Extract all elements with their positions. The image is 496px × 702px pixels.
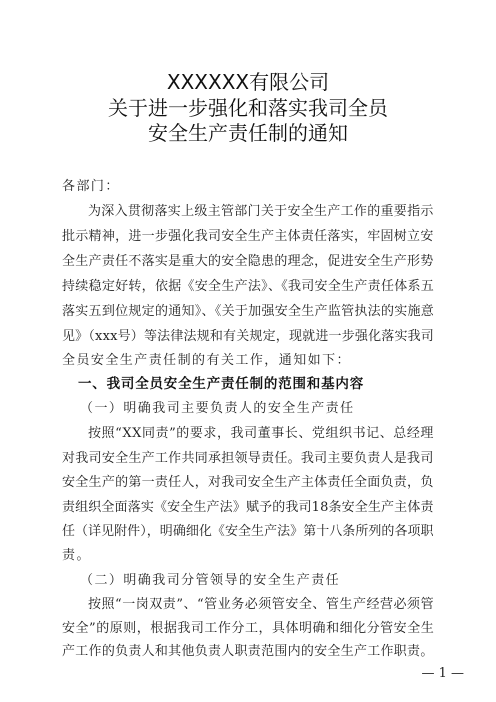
body-line: 按照“一岗双责”、“管业务必须管安全、管生产经营必须管: [88, 597, 435, 612]
subsection-heading: （一）明确我司主要负责人的安全生产责任: [80, 401, 355, 416]
body-line: 安全”的原则，根据我司工作分工，具体明确和细化分管安全生: [62, 621, 435, 636]
body-line: 持续稳定好转，依据《安全生产法》、《我司安全生产责任体系五: [62, 279, 435, 294]
body-line: 产工作的负责人和其他负责人职责范围内的安全生产工作职责。: [62, 644, 434, 659]
body-line: 批示精神，进一步强化我司安全生产主体责任落实，牢固树立安: [62, 229, 434, 244]
document-title-line-2: 关于进一步强化和落实我司全员: [108, 96, 388, 120]
body-line: 为深入贯彻落实上级主管部门关于安全生产工作的重要指示: [88, 204, 434, 219]
body-line: 按照“XX同责”的要求，我司董事长、党组织书记、总经理: [88, 426, 434, 441]
section-heading: 一、我司全员安全生产责任制的范围和基内容: [78, 376, 364, 392]
body-line: 责组织全面落实《安全生产法》赋予的我司18条安全生产主体责: [62, 500, 434, 515]
body-line: 任（详见附件），明确细化《安全生产法》第十八条所列的各项职: [62, 524, 434, 539]
body-line: 对我司安全生产工作共同承担领导责任。我司主要负责人是我司: [62, 451, 434, 466]
body-line: 全员安全生产责任制的有关工作，通知如下：: [62, 353, 352, 368]
subsection-heading: （二）明确我司分管领导的安全生产责任: [80, 573, 341, 588]
page-number: — 1 —: [421, 666, 464, 681]
body-line: 责。: [62, 548, 91, 563]
body-line: 落实五到位规定的通知》、《关于加强安全生产监管执法的实施意: [62, 304, 435, 319]
body-line: 全生产责任不落实是重大的安全隐患的理念，促进安全生产形势: [62, 254, 434, 269]
document-title-line-3: 安全生产责任制的通知: [148, 121, 348, 145]
document-title-company: XXXXXX有限公司: [166, 70, 330, 94]
body-line: 见》（xxx号）等法律法规和有关规定，现就进一步强化落实我司: [62, 329, 434, 344]
body-line: 安全生产的第一责任人，对我司安全生产主体责任全面负责，负: [62, 475, 434, 490]
salutation: 各部门：: [62, 179, 120, 194]
